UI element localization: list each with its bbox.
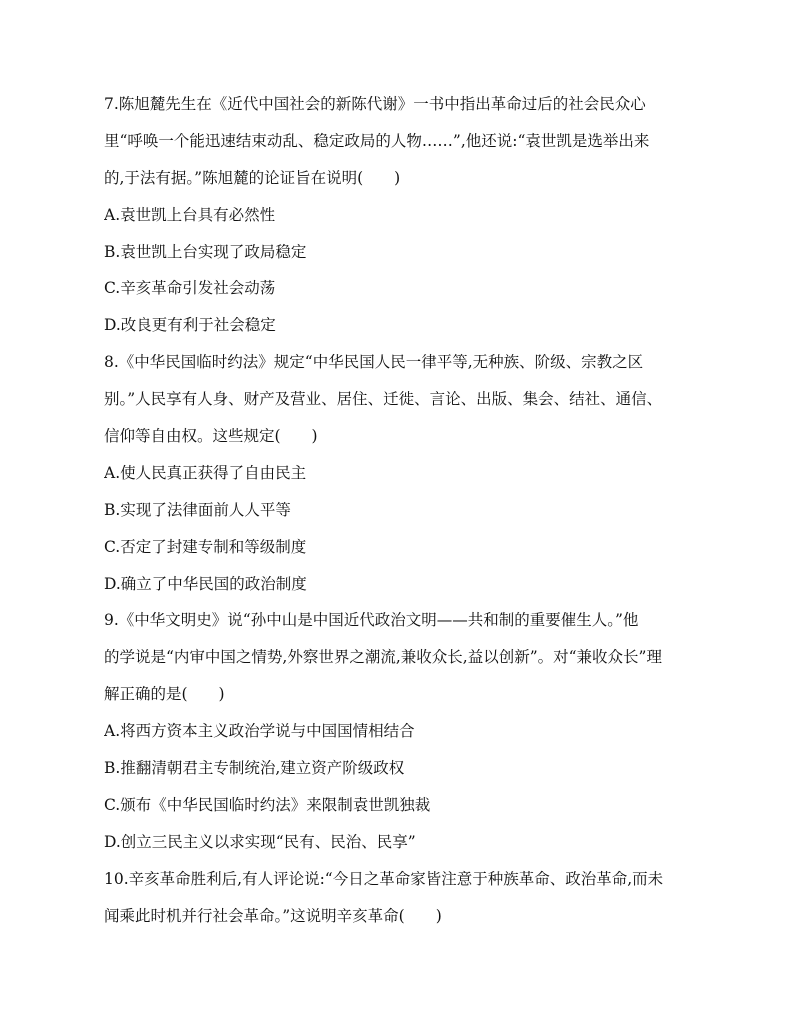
question-stem-line: 的学说是“内审中国之情势,外察世界之潮流,兼收众长,益以创新”。对“兼收众长”理 (104, 648, 662, 667)
option-b: B.推翻清朝君主专制统治,建立资产阶级政权 (104, 759, 405, 778)
option-a: A.袁世凯上台具有必然性 (104, 205, 276, 224)
option-d: D.创立三民主义以求实现“民有、民治、民享” (104, 832, 416, 851)
option-a: A.将西方资本主义政治学说与中国国情相结合 (104, 722, 415, 741)
question-stem-line: 里“呼唤一个能迅速结束动乱、稳定政局的人物……”,他还说:“袁世凯是选举出来 (104, 131, 650, 150)
option-b: B.实现了法律面前人人平等 (104, 500, 291, 519)
question-stem-line: 的,于法有据。”陈旭麓的论证旨在说明( ) (104, 168, 401, 187)
question-8 (104, 344, 704, 602)
question-stem-line: 信仰等自由权。这些规定( ) (104, 427, 318, 446)
question-stem-line: 7.陈旭麓先生在《近代中国社会的新陈代谢》一书中指出革命过后的社会民众心 (104, 95, 646, 113)
option-d: D.改良更有利于社会稳定 (104, 316, 276, 335)
question-stem-line: 10.辛亥革命胜利后,有人评论说:“今日之革命家皆注意于种族革命、政治革命,而未 (104, 869, 664, 888)
option-c: C.颁布《中华民国临时约法》来限制袁世凯独裁 (104, 795, 431, 814)
question-stem-line: 解正确的是( ) (104, 685, 225, 704)
question-10 (104, 861, 704, 935)
option-d: D.确立了中华民国的政治制度 (104, 574, 307, 593)
option-a: A.使人民真正获得了自由民主 (104, 463, 307, 482)
question-stem-line: 别。”人民享有人身、财产及营业、居住、迁徙、言论、出版、集会、结社、通信、 (104, 390, 663, 409)
question-stem-line: 8.《中华民国临时约法》规定“中华民国人民一律平等,无种族、阶级、宗教之区 (104, 353, 644, 372)
question-stem-line: 闻乘此时机并行社会革命。”这说明辛亥革命( ) (104, 906, 442, 925)
question-9 (104, 602, 704, 860)
option-c: C.辛亥革命引发社会动荡 (104, 279, 276, 298)
document-page (104, 86, 704, 934)
question-7 (104, 86, 704, 344)
question-stem-line: 9.《中华文明史》说“孙中山是中国近代政治文明——共和制的重要催生人。”他 (104, 611, 639, 630)
option-b: B.袁世凯上台实现了政局稳定 (104, 242, 307, 261)
option-c: C.否定了封建专制和等级制度 (104, 537, 307, 556)
